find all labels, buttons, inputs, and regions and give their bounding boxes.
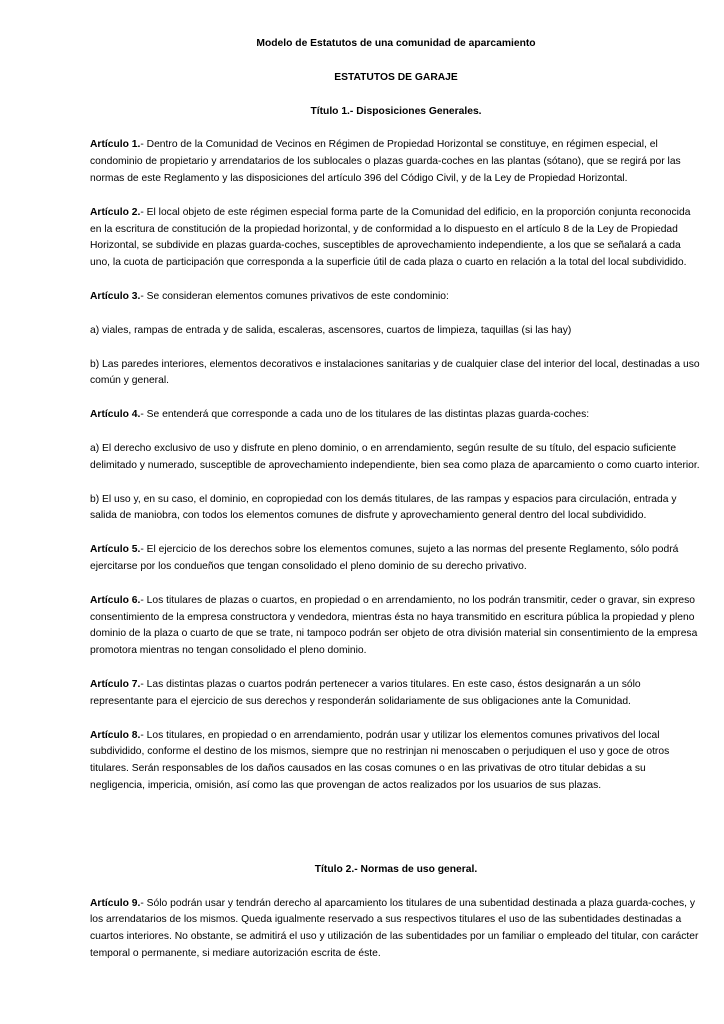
article-1 <box>90 137 702 187</box>
article-5-text: - El ejercicio de los derechos sobre los elementos comunes, sujeto a las normas del presente Reglamento, sólo podrá ejercitarse por los condueños que tengan consolidado el pleno dominio de su derecho privativo. <box>90 544 679 572</box>
article-4-text: - Se entenderá que corresponde a cada uno de los titulares de las distintas plazas guarda-coches: <box>140 409 590 421</box>
article-4-item-b: b) El uso y, en su caso, el dominio, en copropiedad con los demás titulares, de las rampas y espacios para circulación, entrada y salida de maniobra, con todos los elementos comunes de disfrute y aprovechamiento general dentro del local subdividido. <box>90 493 677 522</box>
article-2-text: - El local objeto de este régimen especial forma parte de la Comunidad del edificio, en la proporción conjunta reconocida en la escritura de constitución de la propiedad horizontal, y de conformidad a lo dispuesto en el artículo 8 de la Ley de Propiedad Horizontal, se subdivide en plazas guarda-coches, susceptibles de aprovechamiento independiente, a los que se señalará a cada uno, la cuota de participación que corresponda a la superficie útil de cada plaza o cuarto en relación a la total del local subdividido. <box>90 206 691 269</box>
article-3-item-b: b) Las paredes interiores, elementos decorativos e instalaciones sanitarias y de cualquier clase del interior del local, destinadas a uso común y general. <box>90 358 700 387</box>
article-2 <box>90 205 702 272</box>
article-8 <box>90 728 702 795</box>
section-heading-titulo-1: Título 1.- Disposiciones Generales. <box>310 105 482 117</box>
article-4-item-a: a) El derecho exclusivo de uso y disfrute en pleno dominio, o en arrendamiento, según resulte de su título, del espacio suficiente delimitado y numerado, susceptible de aprovechamiento independiente, bien sea como plaza de aparcamiento o como cuarto interior. <box>90 442 700 471</box>
article-3-item-a: a) viales, rampas de entrada y de salida, escaleras, ascensores, cuartos de limpieza, taquillas (si las hay) <box>90 324 572 336</box>
article-1-text: - Dentro de la Comunidad de Vecinos en Régimen de Propiedad Horizontal se constituye, en régimen especial, el condominio de propietario y arrendatarios de los sublocales o plazas guarda-coches en las plantas (sótano), que se regirá por las normas de este Reglamento y las disposiciones del artículo 396 del Código Civil, y de la Ley de Propiedad Horizontal. <box>90 139 681 184</box>
article-8-text: - Los titulares, en propiedad o en arrendamiento, podrán usar y utilizar los elementos comunes privativos del local subdividido, conforme el destino de los mismos, siempre que no restrinjan ni menoscaben o perjudiquen el uso y goce de otros titulares. Serán responsables de los daños causados en las cosas comunes o en las privativas de otro titular debidas a su negligencia, impericia, omisión, así como las que provengan de actos realizados por los usuarios de sus plazas. <box>90 729 670 791</box>
article-2-label: Artículo 2. <box>90 206 141 218</box>
article-6-label: Artículo 6. <box>90 594 141 606</box>
article-7-text: - Las distintas plazas o cuartos podrán pertenecer a varios titulares. En este caso, éstos designarán a un sólo representante para el ejercicio de sus derechos y responderán solidariamente de sus obligaciones ante la Comunidad. <box>90 678 641 707</box>
document-page <box>90 36 702 980</box>
section-heading-titulo-2: Título 2.- Normas de uso general. <box>314 863 478 875</box>
article-1-label: Artículo 1. <box>90 139 141 151</box>
article-7 <box>90 677 702 711</box>
article-5 <box>90 542 702 576</box>
section-spacer <box>90 812 702 862</box>
article-4 <box>90 407 702 424</box>
article-3 <box>90 289 702 306</box>
article-5-label: Artículo 5. <box>90 544 141 556</box>
document-title: Modelo de Estatutos de una comunidad de aparcamiento <box>256 38 536 49</box>
document-subtitle: ESTATUTOS DE GARAJE <box>334 71 458 83</box>
article-9-text: - Sólo podrán usar y tendrán derecho al aparcamiento los titulares de una subentidad destinada a plaza guarda-coches, y los arrendatarios de los mismos. Queda igualmente reservado a sus respectivos titulares el uso de las subentidades destinadas a cuartos interiores. No obstante, se admitirá el uso y utilización de las subentidades por un familiar o empleado del titular, con carácter temporal o permanente, si mediare autorización escrita de éste. <box>90 897 699 959</box>
article-6 <box>90 593 702 660</box>
article-6-text: - Los titulares de plazas o cuartos, en propiedad o en arrendamiento, no los podrán transmitir, ceder o gravar, sin expreso consentimiento de la empresa constructora y vendedora, mientras ésta no haya transmitido en escritura pública la propiedad y pleno dominio de la plaza o cuarto de que se trate, ni tampoco podrán ser objeto de otra división material sin consentimiento de la empresa promotora mientras no tengan consolidado el pleno dominio. <box>90 594 698 657</box>
article-3-label: Artículo 3. <box>90 290 141 302</box>
article-8-label: Artículo 8. <box>90 729 141 741</box>
article-9-label: Artículo 9. <box>90 897 141 909</box>
article-4-label: Artículo 4. <box>90 409 141 421</box>
article-7-label: Artículo 7. <box>90 678 141 690</box>
article-9 <box>90 896 702 963</box>
article-3-text: - Se consideran elementos comunes privativos de este condominio: <box>140 290 449 302</box>
